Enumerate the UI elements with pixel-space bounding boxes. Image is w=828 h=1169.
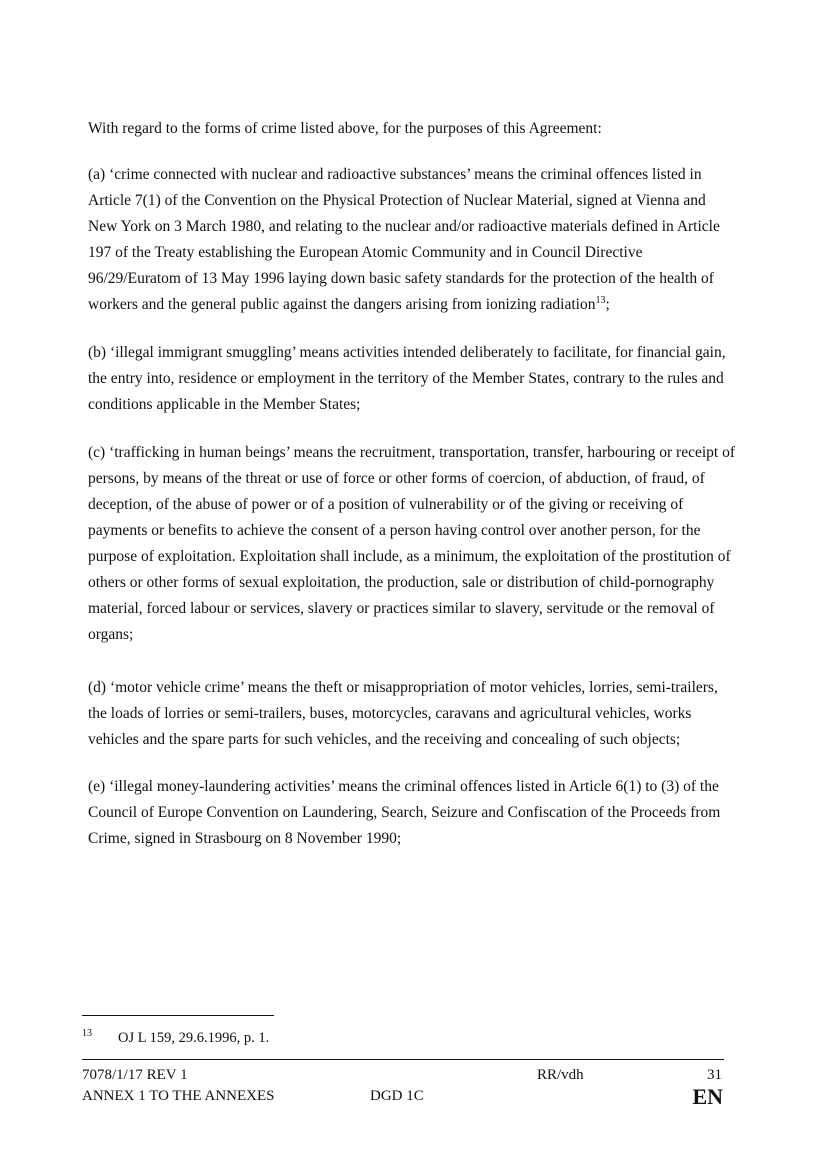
definition-paragraph-c: (c) ‘trafficking in human beings’ means the recruitment, transportation, transfer, harbouring or receipt of persons, by means of the threat or use of force or other forms of coercion, of abduction, of fraud, of deception, of the abuse of power or of a position of vulnerability or of the giving or receiving of payments or benefits to achieve the consent of a person having control over another person, for the purpose of exploitation. Exploitation shall include, as a minimum, the exploitation of the prostitution of others or other forms of sexual exploitation, the production, sale or distribution of child-pornography material, forced labour or services, slavery or practices similar to slavery, servitude or the removal of organs; xyxy=(88,444,735,643)
definition-paragraph-e: (e) ‘illegal money-laundering activities’ means the criminal offences listed in Article 6(1) to (3) of the Council of Europe Convention on Laundering, Search, Seizure and Confiscation of the Proceeds from Crime, signed in Strasbourg on 8 November 1990; xyxy=(88,778,721,847)
footer-separator xyxy=(82,1059,724,1060)
footnote: 13 OJ L 159, 29.6.1996, p. 1. xyxy=(82,1028,270,1046)
footer-page-number: 31 xyxy=(707,1067,722,1083)
footnote-reference[interactable]: 13 xyxy=(595,294,606,306)
intro-paragraph: With regard to the forms of crime listed above, for the purposes of this Agreement: xyxy=(88,120,602,137)
footer-language: EN xyxy=(692,1084,723,1109)
definition-a-text: (a) ‘crime connected with nuclear and radioactive substances’ means the criminal offences listed in Article 7(1) of the Convention on the Physical Protection of Nuclear Material, signed at Vienna and New York on 3 March 1980, and relating to the nuclear and/or radioactive materials defined in Article 197 of the Treaty establishing the European Atomic Community and in Council Directive 96/29/Euratom of 13 May 1996 laying down basic safety standards for the protection of the health of workers and the general public against the dangers arising from ionizing radiation xyxy=(88,166,720,313)
footnote-text: OJ L 159, 29.6.1996, p. 1. xyxy=(118,1030,270,1046)
footer-annex: ANNEX 1 TO THE ANNEXES xyxy=(82,1088,275,1104)
footnote-separator xyxy=(82,1015,274,1016)
definition-paragraph-d: (d) ‘motor vehicle crime’ means the theft or misappropriation of motor vehicles, lorries, semi-trailers, the loads of lorries or semi-trailers, buses, motorcycles, caravans and agricultural vehicles, works vehicles and the spare parts for such vehicles, and the receiving and concealing of such objects; xyxy=(88,679,718,748)
definition-paragraph-b: (b) ‘illegal immigrant smuggling’ means activities intended deliberately to facilitate, for financial gain, the entry into, residence or employment in the territory of the Member States, contrary to the rules and conditions applicable in the Member States; xyxy=(88,344,726,413)
definition-a-end: ; xyxy=(605,296,610,313)
footer-doc-ref: 7078/1/17 REV 1 xyxy=(82,1067,188,1083)
footer-initials: RR/vdh xyxy=(537,1067,584,1083)
definition-paragraph-a xyxy=(88,162,738,318)
footer-dept: DGD 1C xyxy=(370,1088,424,1104)
